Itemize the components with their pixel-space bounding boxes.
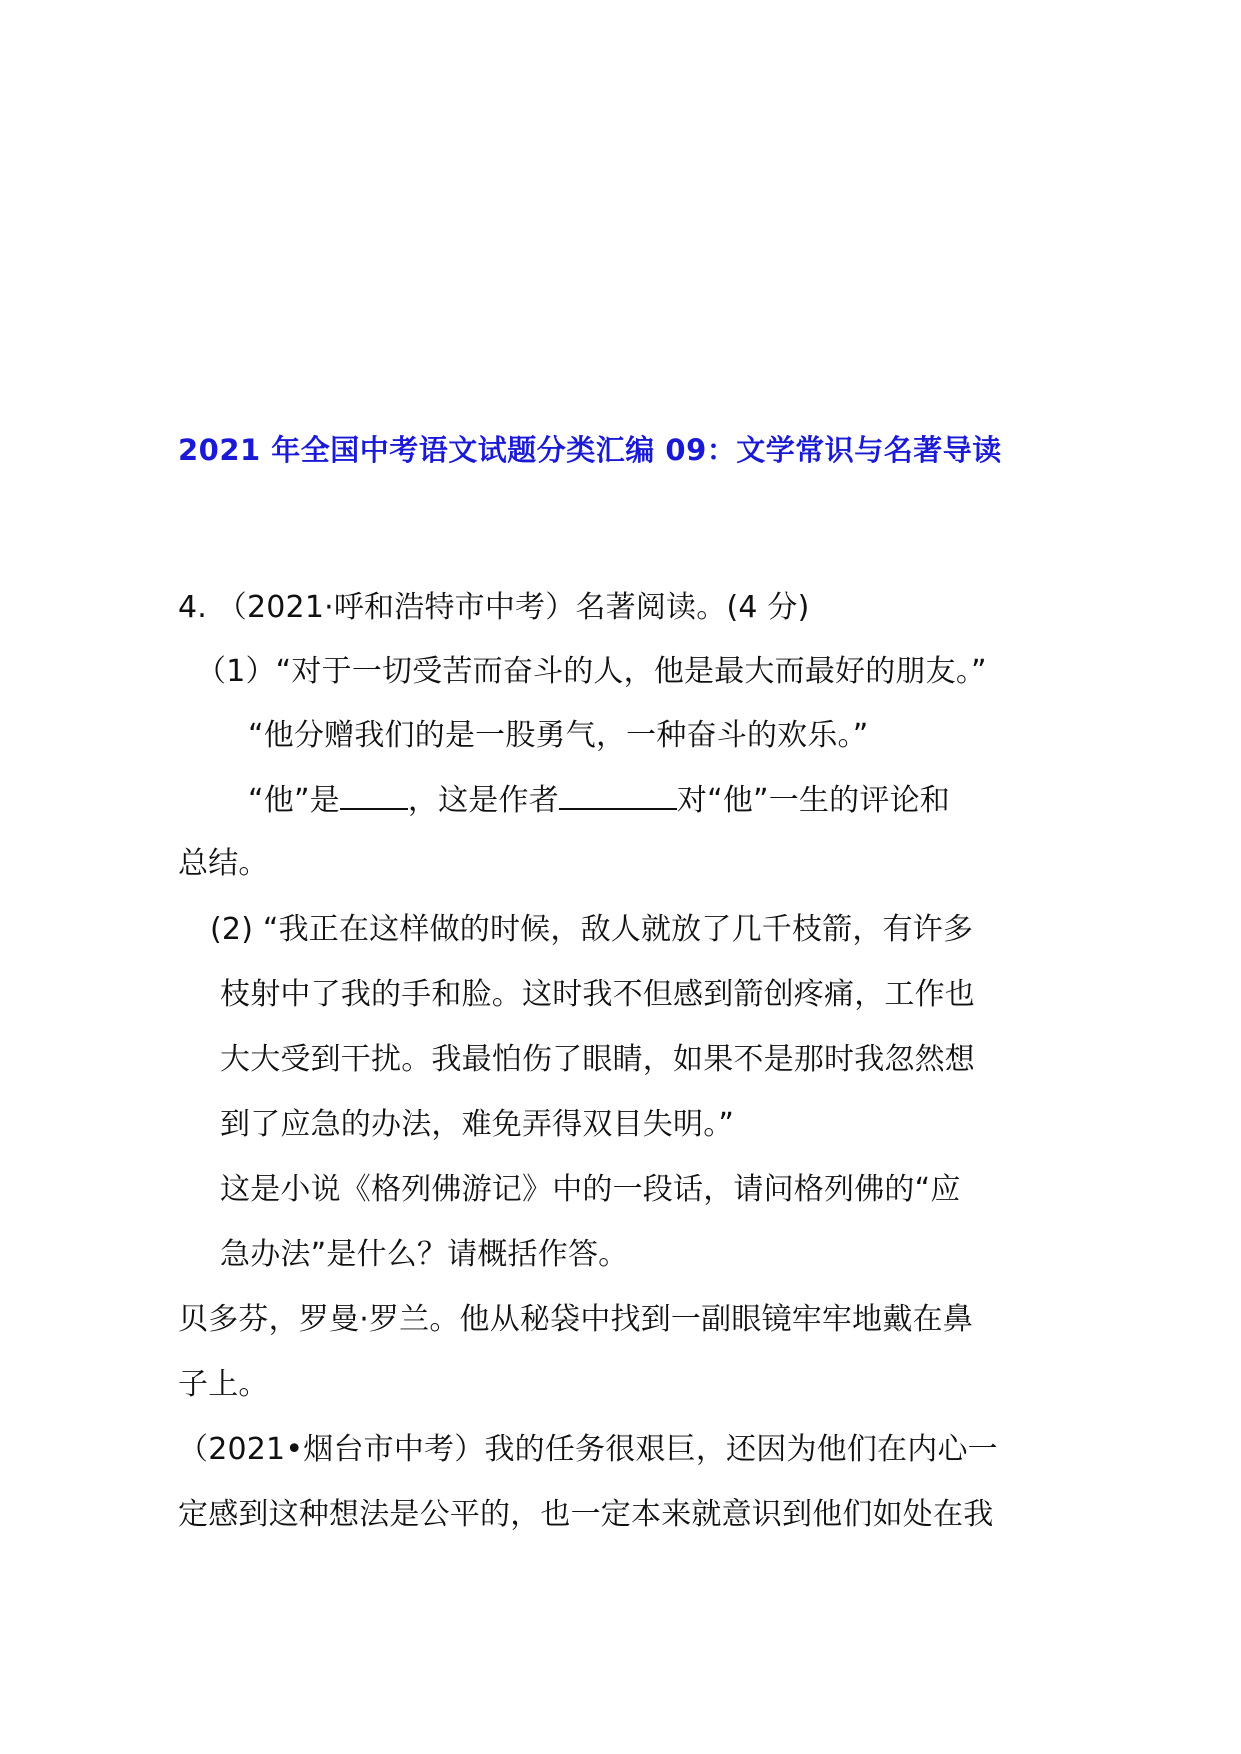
q1-line-3-part-c: 对“他”一生的评论和 [676,783,950,818]
q1-line-3 [248,780,950,821]
q2-line-3: 大大受到干扰。我最怕伤了眼睛，如果不是那时我忽然想 [220,1042,975,1077]
answer-line-2: 子上。 [178,1367,269,1402]
next-passage-line-1: （2021•烟台市中考）我的任务很艰巨，还因为他们在内心一 [178,1432,998,1467]
q1-line-1: （1）“对于一切受苦而奋斗的人，他是最大而最好的朋友。” [196,654,987,689]
q2-line-4: 到了应急的办法，难免弄得双目失明。” [220,1107,735,1142]
q2-line-6: 急办法”是什么？请概括作答。 [220,1237,629,1272]
question-header: 4. （2021·呼和浩特市中考）名著阅读。(4 分) [178,590,810,625]
answer-line-1: 贝多芬，罗曼·罗兰。他从秘袋中找到一副眼镜牢牢地戴在鼻 [178,1302,973,1337]
q1-line-2: “他分赠我们的是一股勇气，一种奋斗的欢乐。” [248,718,869,753]
q2-line-2: 枝射中了我的手和脸。这时我不但感到箭创疼痛，工作也 [220,977,975,1012]
answer-blank-2 [559,780,677,810]
q2-line-5: 这是小说《格列佛游记》中的一段话，请问格列佛的“应 [220,1172,961,1207]
answer-blank-1 [340,780,408,810]
next-passage-line-2: 定感到这种想法是公平的，也一定本来就意识到他们如处在我 [178,1497,994,1532]
q2-line-1: (2) “我正在这样做的时候，敌人就放了几千枝箭，有许多 [210,912,974,947]
q1-line-3-part-a: “他”是 [248,783,340,818]
q1-line-4: 总结。 [178,846,269,881]
document-title: 2021 年全国中考语文试题分类汇编 09：文学常识与名著导读 [178,433,1002,467]
q1-line-3-part-b: ，这是作者 [407,783,559,818]
